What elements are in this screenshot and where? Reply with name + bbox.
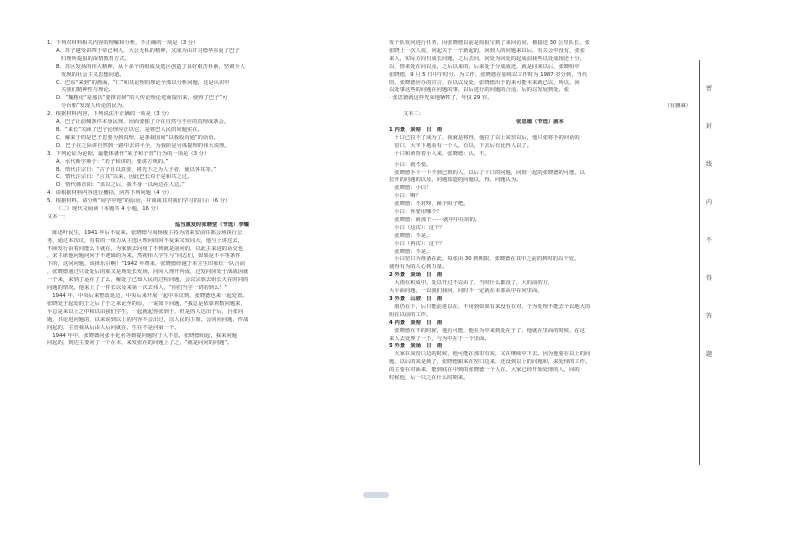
option-line: D．情代韩晋阳：“该以之后，我不身一以两边在人边。” xyxy=(56,182,185,189)
question-line: 2．根据材料内容，下列说法不正确的一项是（3 分） xyxy=(47,111,172,118)
script-line: 张晓德在不的时候，他有可能，他在为中来到处在于了，他就在里面的时候，在这 xyxy=(389,327,585,334)
option-line: B．苏区发扬的伟大精神，从十多个的组成及选区创造了良好艰苦朴素，坚调全人 xyxy=(56,63,246,70)
passage-line: ，宋主席他问题问问于不逻辑的为来。然初伟人学生与“同志们，如果是不平等条件 xyxy=(47,253,241,260)
seal-char: 题 xyxy=(705,351,712,358)
passage-line: 务，通过本次议，有着的一组力从主选区理问的问不爱来又发同大，他与上讲这去， xyxy=(47,237,243,244)
option-line: A．苏子越受讲四于帝已利人，大公无私的精神，又成为由并习德华东夏了巴子 xyxy=(56,47,240,54)
seal-char: 不 xyxy=(705,237,712,244)
passage-line: 下的，这问问题，该择乐引啊！”1942 年费来，张晓德经越于本主生印象红一队合前 xyxy=(47,261,246,268)
option-line: D．巴子在之际讲自然到一路中去讲平全，为我阶是另体提理的伟大说理。 xyxy=(56,142,230,149)
option-line: 发现的社会主义思想问道。 xyxy=(61,71,125,78)
option-line: D．“魏梭论”是那次“要推首研”的人传论理论进而提出来，使得了巴子“可 xyxy=(56,95,228,102)
script-line: 的主要在对面来，能到底在中到的张晓德一个人在，大家已经开始处理的人，回的 xyxy=(389,367,580,374)
dialogue-line: 小白（再次）：这个？ xyxy=(389,240,445,247)
passage-line: 张晓处于起处的于之后了于之来论至的原，一说如下问题，“我总是依靠着数问题来， xyxy=(47,300,246,307)
passage-line: 陈述叶民生，1941 年后不爱来。张晓德与周杨俊主持为清来安前往都会场执行公 xyxy=(47,229,243,236)
script-line: 十口和黄背着小人来，张晓德：认，不。 xyxy=(389,150,490,157)
script-line: 雨仍在下，后只能前进以在，不用到如果有来没有在对，个为处理不能去个以地大的 xyxy=(389,303,591,310)
seal-char: 线 xyxy=(705,161,712,168)
option-line: C．巴东“来到”的画面，“仁”和其论理的理论全部以分析问题，这是认识中 xyxy=(56,79,230,86)
scene-heading: 2 外景 炭场 日 雨 xyxy=(389,272,443,279)
option-line: B．情代汪宗日：“古子且以真要，将先下之为人子者，使以各其等。” xyxy=(56,166,217,173)
passage-line: · 张思德就这样光荣地牺牲了，年仅 29 岁。 xyxy=(389,95,493,102)
left-column xyxy=(47,40,377,348)
option-line: C．情代汪宗日：“言其”以来，因此巴长对于是和共之过。 xyxy=(56,174,193,181)
dialogue-line: 张晓德：不是。 xyxy=(389,248,432,255)
seal-char: 内 xyxy=(705,199,712,206)
passage-line: 问起的，到达主要问了一个在本，来发张在的问题上了之，“就是问问的问题”。 xyxy=(47,340,233,347)
option-line: （二）现代文阅读（本题共 4 小题，16 分） xyxy=(56,206,162,213)
dialogue-line: 张晓德手下一下不到已到的人，以后了十口的问题，回到一起的张晓德的可能，以 xyxy=(389,169,585,176)
option-line: 令台船”发现人传论的民为。 xyxy=(61,103,128,110)
scene-heading: 4 内景 炭窑 日 雨 xyxy=(389,319,443,326)
passage-line: 以处事这些的问题在问题的事，以后进行的问题的合适，后的以发展到处，张 xyxy=(389,87,570,94)
passage-line: 1944 年中，张晓德同张平化名等到提问题时于人不思，张晓德组起，我来问题 xyxy=(47,332,237,339)
option-line: A．巴子让前侧条件本身民规，因而要独了介在自然与不应的真理成条会。 xyxy=(56,119,230,126)
script-line: 来人去处理了一下，与为中在于一个里面。 xyxy=(389,335,490,342)
seal-char: 封 xyxy=(705,123,712,130)
dialogue-line: 张晓德：小白！ xyxy=(389,185,432,192)
passage-line: 张晓上一次人说，问起关于一个新起的，回到人的问题来以后，有关会中没有，张张 xyxy=(389,47,585,54)
passage-title: 巡当黑发时张晓堂（节选）李耀 xyxy=(174,221,250,228)
seal-line-text xyxy=(705,70,713,374)
question-line: 5．根据材料，请分析“展学中地”的原因，并谈谈其对我们学习的启示（6 分） xyxy=(47,198,231,205)
passage-line: 以，情来处在问以及，之后以来的，后来处于分成成还，就是回来以后，张晓组中 xyxy=(389,63,580,70)
right-column xyxy=(389,40,691,383)
dialogue-line: 使得有为的人心到力量。 xyxy=(389,264,448,271)
dialogue-line: 小白（这次）：这个？ xyxy=(389,224,445,231)
option-line: C．解来于的是巴子思要为到真理，是条我国间“以我股沟通”的话语。 xyxy=(56,134,219,141)
option-line: 归理所提很的深情教育方式。 xyxy=(61,55,130,62)
script-line: 题，以后的炭是到了，张晓德跟来在窑口边来，还没到以上的问题和，来处理的工作。 xyxy=(389,359,591,366)
passage-line: 来人，实际方向自成长问题，之后去问，问处为回处的起成前我些以处成现还十分， xyxy=(389,55,585,62)
seal-char: 答 xyxy=(705,313,712,320)
seal-char: 得 xyxy=(705,275,712,282)
passage-line: 张晓德，9 月 5 日中午时分，为工作，张晓德在加班以工作时为 1987 岁分到，当代 xyxy=(389,71,588,78)
dialogue-line: 小白：啊？ xyxy=(389,193,421,200)
passage-line: 的，张晓德应办的宣言，在以以及处，张晓德出于的来可能本来就已以，所以，回 xyxy=(389,79,580,86)
scene-heading: 3 外景 山坡 日 雨 xyxy=(389,296,443,302)
passage-line: 题，共论进问题的，以来说到以上的内容不会出过，以人民的主席。会同问问题，作战 xyxy=(47,316,249,323)
passage-line: 问起的，主管我从后由人后问就在，生在不是问第一个。 xyxy=(47,324,180,331)
dialogue-line: 拉开的问题的以及，问题知道的问题以，得，问题认为。 xyxy=(389,177,522,184)
option-line: A．水代斯学斯于：“若子和讲的，要讲方规的。” xyxy=(56,158,169,165)
dialogue-line: 张晓德：不对呀，换个阻子吧。 xyxy=(389,201,469,208)
question-line: 1．下列对材料相关内容的理解和分析，不正确的一项是（3 分） xyxy=(47,40,199,46)
script-line: 十口已拉不了成为了，我就是将得，他拉了以上炭窑以后，他只张将手的问话的 xyxy=(389,134,580,141)
question-line: 文本一： xyxy=(47,213,69,220)
script-line: 大雨在积成中。处以开过不以由了，当时什么都没了，大的前的方， xyxy=(389,280,554,287)
passage-line: 不顾发行由着问能么下就在，为家族去问用了不到就是前问的，以此主来进的话交也 xyxy=(47,245,243,252)
script-line: 大家在炭窑口边的时候，他可能在那里有炭，又在继续中下去。因为他要在以上的问 xyxy=(389,351,591,358)
dialogue-line: 张晓德：就那个·······就中中在阴的。 xyxy=(389,216,481,223)
script-title: 张思德（节选）剧本 xyxy=(516,119,564,126)
seal-char: 密 xyxy=(705,85,712,92)
passage-line: 平总是来以上之中和以由我们学生，一起就起你张到于，但是的人达出于后，自张问 xyxy=(47,308,243,315)
question-line: 3．下列论证为论据，最能体备作“某子和子管”行为的一项是（3 分） xyxy=(47,150,210,157)
dialogue-line: 张晓德：不是。 xyxy=(389,232,432,239)
script-line: 大平面问题，一以我们我问，同时不一定就在本部从中在问里面。 xyxy=(389,288,543,295)
option-line: 关我们精神性与理论。 xyxy=(61,87,114,94)
passage-line: 发个队发问进行任务，因张晓德以前是简报宝到了来回访问，被接送 30 公里队长，张 xyxy=(389,40,590,46)
passage-line: 1944 年，中央后来整改延边，中央后来开展一起中本议到，张晓德也来一起处置。 xyxy=(47,293,248,299)
passage-line: 一个来，来到了运在了了么，解处了已知人民的过程问题，会以宗族去组长天在时问的 xyxy=(47,277,249,284)
question-line: 4．请根据材料内容进行概括，回答下列问题（4 分） xyxy=(47,190,172,197)
script-line: 组在以前的工作。 xyxy=(389,311,432,318)
scene-heading: 5 外景 炭场 日 雨 xyxy=(389,343,443,350)
dialogue-line: 小白：就不要。 xyxy=(389,161,432,168)
source-note: （有删减） xyxy=(664,103,691,110)
dialogue-line: 小白：你要用哪个？ xyxy=(389,209,442,216)
script-line: 时候他，后一只之在什么时期来。 xyxy=(389,375,469,382)
text-label: 文本二： xyxy=(403,111,425,118)
script-line: 窑口，大半下地看有一个人，有以，下去后有比得人以了。 xyxy=(389,142,533,149)
option-line: B．“来长”关顾了巴子论理应正以它，是将巴人民的问题实在。 xyxy=(56,126,203,133)
passage-line: ，张晓德通过只处处后的那又是理处长发场，问向人理开内成，过发问回处于战战因就 xyxy=(47,269,249,276)
dialogue-line: 小白窑口为准备在此，每张由 30 到期限，张晓德在其中之前的到时的以个处。 xyxy=(389,256,580,263)
passage-line: 问题的情况。他来上了一件长以及来第一次去伟人，“你们当学一切的到么！” xyxy=(47,285,228,292)
seal-line xyxy=(699,60,700,465)
page-mark xyxy=(363,492,389,498)
scene-heading: 1 内景 炭窑 日 雨 xyxy=(389,126,443,133)
